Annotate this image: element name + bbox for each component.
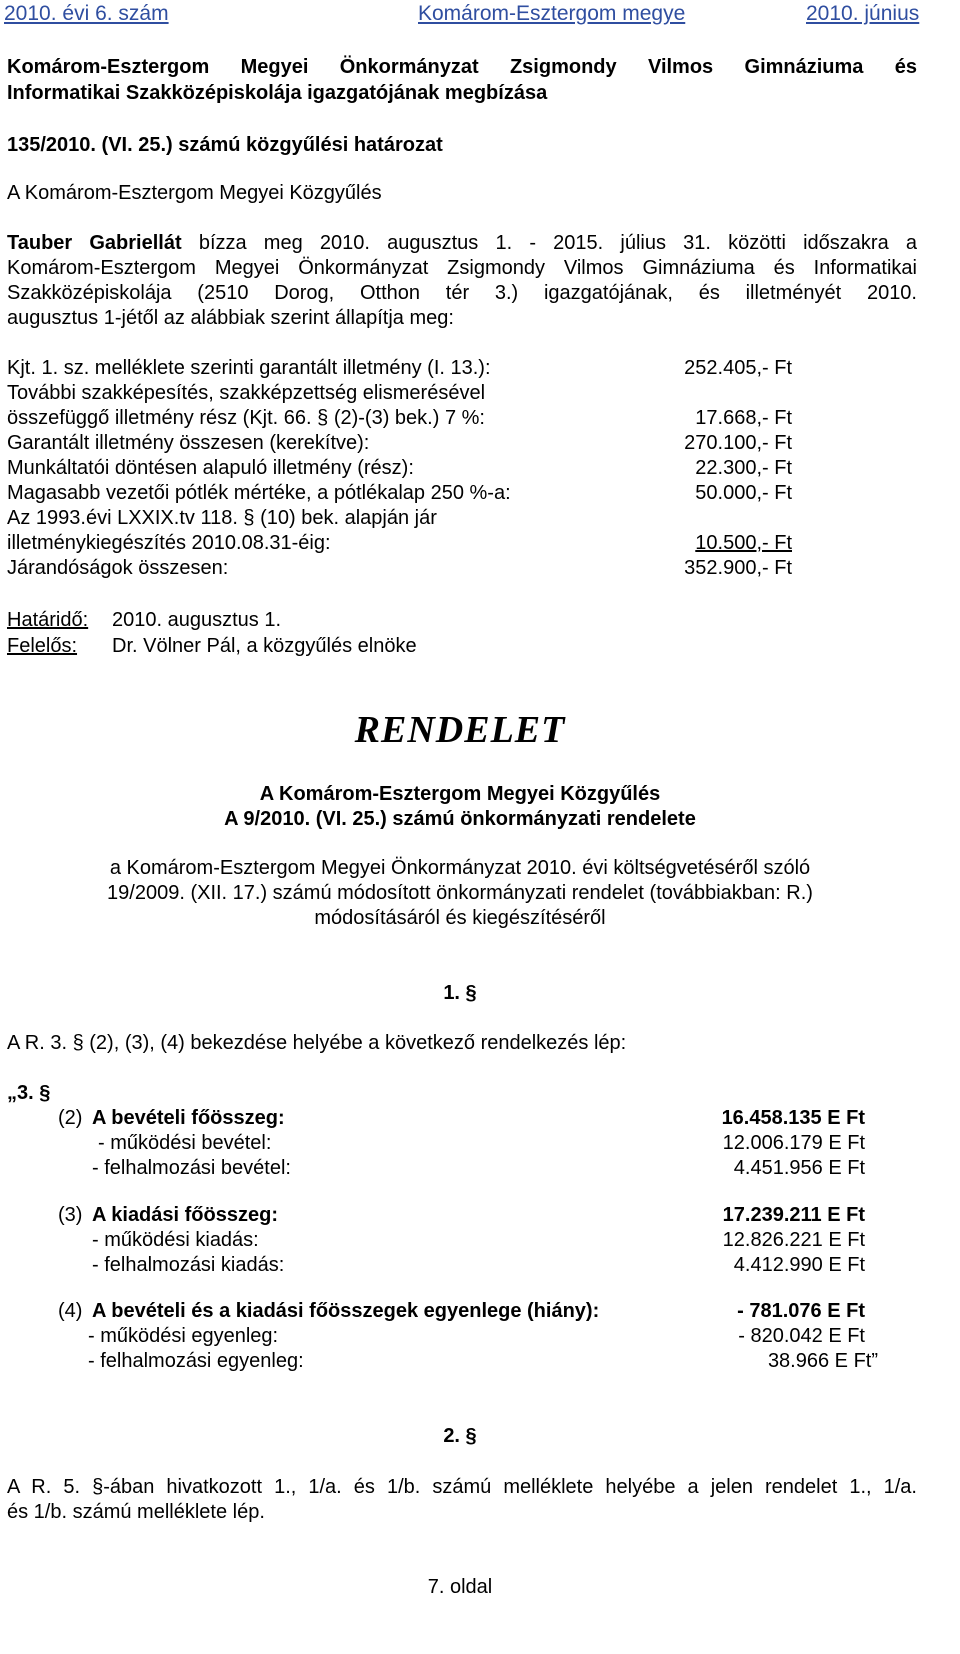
paragraph-2-line2: és 1/b. számú melléklete lép.: [7, 1501, 265, 1523]
budget-item-label: - felhalmozási kiadás:: [92, 1254, 285, 1276]
budget-item-value: 4.451.956 E Ft: [733, 1157, 865, 1179]
resolution-subject: A Komárom-Esztergom Megyei Közgyűlés: [7, 182, 382, 204]
deadline-label: Határidő:: [7, 609, 89, 631]
salary-label: Magasabb vezetői pótlék mértéke, a pótlékalap 250 %-a:: [7, 482, 511, 504]
budget-item-number: (2): [58, 1107, 83, 1129]
salary-value: 50.000,- Ft: [695, 482, 792, 504]
salary-label: Garantált illetmény összesen (kerekítve):: [7, 432, 370, 454]
salary-total-value: 352.900,- Ft: [684, 557, 792, 579]
section-title-line1: Komárom-Esztergom Megyei Önkormányzat Zsigmondy Vilmos Gimnáziuma és: [7, 56, 917, 78]
header-issue: 2010. évi 6. szám: [4, 2, 169, 25]
budget-item-label: - működési kiadás:: [92, 1229, 259, 1251]
running-header: [0, 0, 960, 28]
budget-item-value: - 820.042 E Ft: [738, 1325, 865, 1347]
header-date: 2010. június: [806, 2, 920, 25]
section-title-line2: Informatikai Szakközépiskolája igazgatójának megbízása: [7, 82, 548, 104]
decree-issuer: A Komárom-Esztergom Megyei Közgyűlés: [259, 783, 661, 805]
budget-item-value: 16.458.135 E Ft: [721, 1107, 865, 1129]
salary-label: illetménykiegészítés 2010.08.31-éig:: [7, 532, 331, 554]
budget-item-number: (4): [58, 1300, 83, 1322]
decree-number: A 9/2010. (VI. 25.) számú önkormányzati rendelete: [224, 808, 696, 830]
budget-item-label: - felhalmozási bevétel:: [92, 1157, 291, 1179]
decree-subtitle-line2: 19/2009. (XII. 17.) számú módosított önkormányzati rendelet (továbbiakban: R.): [107, 882, 813, 904]
page-number: 7. oldal: [427, 1576, 493, 1598]
paragraph-1-heading: 1. §: [443, 982, 477, 1004]
appointment-paragraph-line2: Komárom-Esztergom Megyei Önkormányzat Zsigmondy Vilmos Gimnáziuma és Informatikai: [7, 257, 917, 279]
salary-label: Kjt. 1. sz. melléklete szerinti garantált illetmény (I. 13.):: [7, 357, 491, 379]
budget-item-value: 4.412.990 E Ft: [733, 1254, 865, 1276]
salary-label: Munkáltatói döntésen alapuló illetmény (rész):: [7, 457, 414, 479]
salary-label: Az 1993.évi LXXIX.tv 118. § (10) bek. alapján jár: [7, 507, 437, 529]
budget-item-value: 38.966 E Ft”: [767, 1350, 878, 1372]
salary-value: 10.500,- Ft: [695, 532, 792, 554]
budget-item-label: A kiadási főösszeg:: [92, 1204, 278, 1226]
appointee-name: Tauber Gabriellát: [7, 232, 182, 254]
appointment-paragraph-line4: augusztus 1-jétől az alábbiak szerint állapítja meg:: [7, 307, 454, 329]
salary-value: 17.668,- Ft: [695, 407, 792, 429]
appointment-paragraph-line3: Szakközépiskolája (2510 Dorog, Otthon tér 3.) igazgatójának, és illetményét 2010.: [7, 282, 917, 304]
budget-item-value: - 781.076 E Ft: [737, 1300, 865, 1322]
budget-item-label: - működési egyenleg:: [88, 1325, 279, 1347]
paragraph-2-line1: A R. 5. §-ában hivatkozott 1., 1/a. és 1/b. számú melléklete helyébe a jelen rendelet 1., 1/a.: [7, 1476, 917, 1498]
budget-item-label: A bevételi főösszeg:: [92, 1107, 285, 1129]
paragraph-2-heading: 2. §: [443, 1425, 477, 1447]
salary-value: 22.300,- Ft: [695, 457, 792, 479]
resolution-number: 135/2010. (VI. 25.) számú közgyűlési határozat: [7, 134, 443, 156]
budget-item-number: (3): [58, 1204, 83, 1226]
budget-item-value: 12.006.179 E Ft: [722, 1132, 865, 1154]
budget-item-label: - felhalmozási egyenleg:: [88, 1350, 304, 1372]
appointment-paragraph-line1: [7, 232, 917, 255]
responsible-label: Felelős:: [7, 635, 78, 657]
decree-subtitle-line1: a Komárom-Esztergom Megyei Önkormányzat 2010. évi költségvetéséről szóló: [109, 857, 811, 879]
appointment-period: bízza meg 2010. augusztus 1. - 2015. július 31. közötti időszakra a: [198, 232, 918, 254]
budget-item-value: 17.239.211 E Ft: [722, 1204, 865, 1226]
salary-total-label: Járandóságok összesen:: [7, 557, 229, 579]
quoted-paragraph-number: „3. §: [7, 1082, 51, 1104]
header-county: Komárom-Esztergom megye: [418, 2, 686, 25]
budget-item-label: - működési bevétel:: [98, 1132, 272, 1154]
budget-item-label: A bevételi és a kiadási főösszegek egyenlege (hiány):: [92, 1300, 600, 1322]
salary-label: További szakképesítés, szakképzettség elismerésével: [7, 382, 486, 404]
paragraph-1-intro: A R. 3. § (2), (3), (4) bekezdése helyébe a következő rendelkezés lép:: [7, 1032, 627, 1054]
budget-item-value: 12.826.221 E Ft: [722, 1229, 865, 1251]
salary-label: összefüggő illetmény rész (Kjt. 66. § (2)-(3) bek.) 7 %:: [7, 407, 485, 429]
decree-subtitle-line3: módosításáról és kiegészítéséről: [314, 907, 606, 929]
deadline-value: 2010. augusztus 1.: [112, 609, 282, 631]
responsible-value: Dr. Völner Pál, a közgyűlés elnöke: [112, 635, 417, 657]
decree-heading: RENDELET: [354, 709, 566, 751]
salary-value: 270.100,- Ft: [684, 432, 792, 454]
salary-value: 252.405,- Ft: [684, 357, 792, 379]
